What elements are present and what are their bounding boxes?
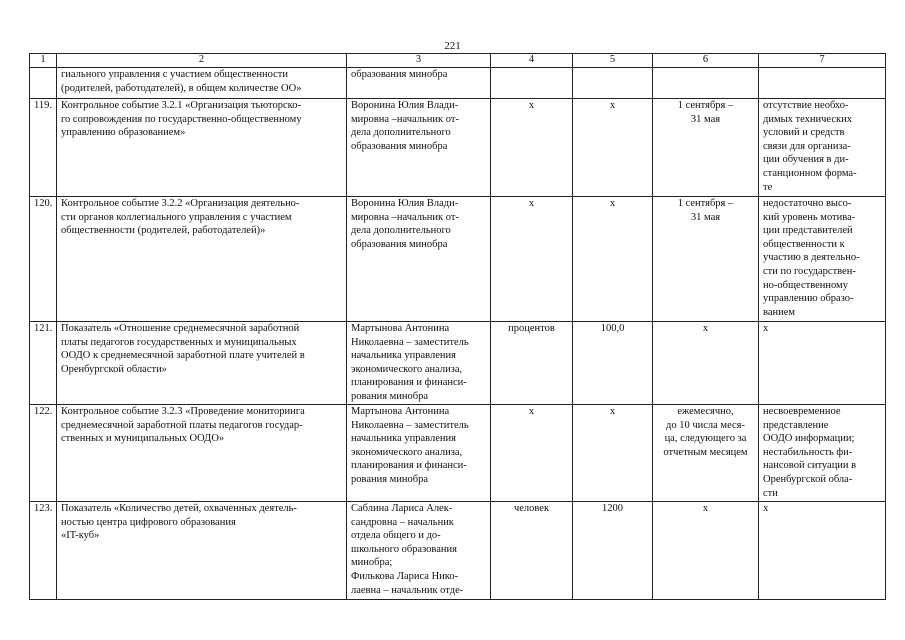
- deadline: ежемесячно, до 10 числа меся- ца, следующего за отчетным месяцем: [653, 405, 759, 502]
- target-value: х: [573, 99, 653, 197]
- risks: [759, 68, 886, 99]
- target-value: х: [573, 405, 653, 502]
- row-number: 119.: [30, 99, 57, 197]
- target-value: х: [573, 197, 653, 322]
- table-row: [30, 99, 886, 197]
- measure-name: Показатель «Количество детей, охваченных деятель- ностью центра цифрового образования «IT-куб»: [57, 502, 347, 600]
- deadline: [653, 68, 759, 99]
- column-header-5: 5: [573, 54, 653, 68]
- table-row: [30, 502, 886, 600]
- risks: отсутствие необхо- димых технических условий и средств связи для организа- ции обучения в ди- станционном форма- те: [759, 99, 886, 197]
- measure-name: Контрольное событие 3.2.3 «Проведение мониторинга среднемесячной заработной платы педагогов государ- ственных и муниципальных ООДО»: [57, 405, 347, 502]
- responsible-person: Саблина Лариса Алек- сандровна – начальник отдела общего и до- школьного образования минобра; Филькова Лариса Нико- лаевна – начальник отде-: [347, 502, 491, 600]
- risks: недостаточно высо- кий уровень мотива- ции представителей общественности к участию в деятельно- сти по государствен- но-общественному управлению образо- ванием: [759, 197, 886, 322]
- responsible-person: Мартынова Антонина Николаевна – заместитель начальника управления экономического анализа, планирования и финанси- рования минобра: [347, 405, 491, 502]
- target-value: 100,0: [573, 322, 653, 405]
- table-row: [30, 405, 886, 502]
- column-header-6: 6: [653, 54, 759, 68]
- row-number: 120.: [30, 197, 57, 322]
- unit: человек: [491, 502, 573, 600]
- unit: процентов: [491, 322, 573, 405]
- measure-name: Контрольное событие 3.2.1 «Организация тьюторско- го сопровождения по государственно-общественному управлению образованием»: [57, 99, 347, 197]
- row-number: 121.: [30, 322, 57, 405]
- measure-name: Показатель «Отношение среднемесячной заработной платы педагогов государственных и муниципальных ООДО к среднемесячной заработной плате учителей в Оренбургской области»: [57, 322, 347, 405]
- target-value: [573, 68, 653, 99]
- unit: х: [491, 405, 573, 502]
- responsible-person: Воронина Юлия Влади- мировна –начальник от- дела дополнительного образования минобра: [347, 197, 491, 322]
- column-header-7: 7: [759, 54, 886, 68]
- responsible-person: Воронина Юлия Влади- мировна –начальник от- дела дополнительного образования минобра: [347, 99, 491, 197]
- page-number: 221: [444, 40, 461, 52]
- responsible-person: образования минобра: [347, 68, 491, 99]
- column-header-4: 4: [491, 54, 573, 68]
- header-row: [30, 54, 886, 68]
- unit: [491, 68, 573, 99]
- column-header-2: 2: [57, 54, 347, 68]
- measure-name: гиального управления с участием общественности (родителей, работодателей), в общем количестве ОО»: [57, 68, 347, 99]
- table-row: [30, 68, 886, 99]
- risks: х: [759, 502, 886, 600]
- deadline: 1 сентября – 31 мая: [653, 197, 759, 322]
- column-header-1: 1: [30, 54, 57, 68]
- deadline: х: [653, 322, 759, 405]
- column-header-3: 3: [347, 54, 491, 68]
- table-row: [30, 197, 886, 322]
- risks: х: [759, 322, 886, 405]
- unit: х: [491, 197, 573, 322]
- row-number: [30, 68, 57, 99]
- deadline: 1 сентября – 31 мая: [653, 99, 759, 197]
- target-value: 1200: [573, 502, 653, 600]
- measures-table: [29, 53, 886, 600]
- responsible-person: Мартынова Антонина Николаевна – заместитель начальника управления экономического анализа, планирования и финанси- рования минобра: [347, 322, 491, 405]
- unit: х: [491, 99, 573, 197]
- measure-name: Контрольное событие 3.2.2 «Организация деятельно- сти органов коллегиального управления с участием общественности (родителей, работодателей)»: [57, 197, 347, 322]
- table-row: [30, 322, 886, 405]
- risks: несвоевременное представление ООДО информации; нестабильность фи- нансовой ситуации в Оренбургской обла- сти: [759, 405, 886, 502]
- row-number: 122.: [30, 405, 57, 502]
- deadline: х: [653, 502, 759, 600]
- row-number: 123.: [30, 502, 57, 600]
